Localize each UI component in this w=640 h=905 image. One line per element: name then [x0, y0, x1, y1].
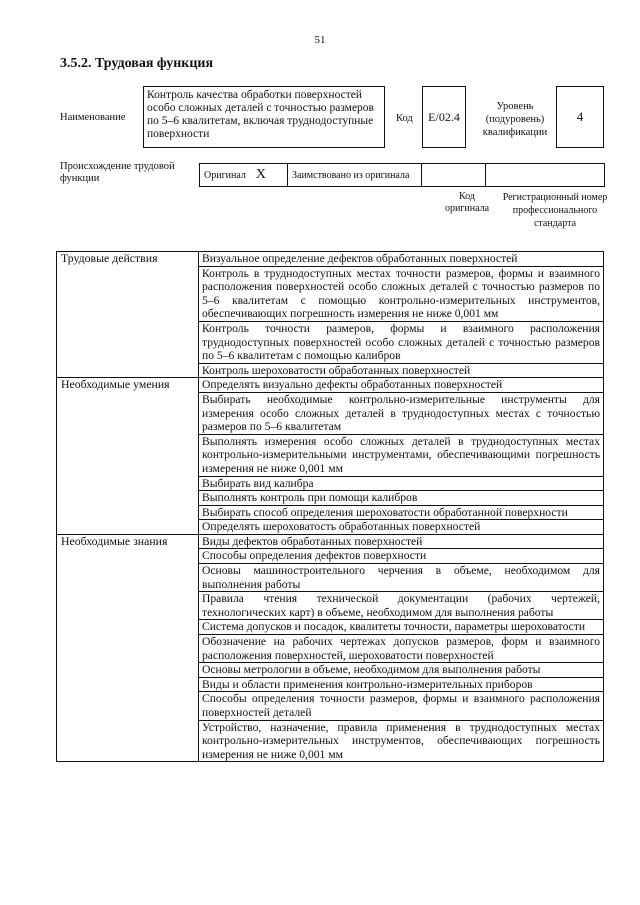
table-row [57, 252, 604, 267]
section-item: Определять шероховатость обработанных поверхностей [199, 520, 604, 535]
section-item: Выполнять контроль при помощи калибров [199, 491, 604, 506]
reg-number-label: Регистрационный номер профессионального стандарта [502, 192, 608, 229]
original-label: Оригинал [204, 169, 246, 181]
section-item: Визуальное определение дефектов обработанных поверхностей [199, 252, 604, 267]
origin-original-cell [200, 164, 288, 186]
section-item: Виды и области применения контрольно-измерительных приборов [199, 677, 604, 692]
level-value: 4 [556, 86, 604, 148]
section-category: Необходимые знания [57, 534, 199, 762]
code-label: Код [396, 113, 413, 124]
section-item: Основы метрологии в объеме, необходимом для выполнения работы [199, 663, 604, 678]
origin-row [199, 163, 605, 187]
code-original-label: Код оригинала [444, 191, 490, 214]
page-number: 51 [314, 34, 326, 46]
section-item: Обозначение на рабочих чертежах допусков размеров, форм и взаимного расположения поверхностей, шероховатости поверхностей [199, 635, 604, 663]
section-item: Выбирать вид калибра [199, 476, 604, 491]
borrowed-label: Заимствовано из оригинала [292, 169, 410, 181]
name-label: Наименование [60, 112, 126, 123]
section-item: Система допусков и посадок, квалитеты точности, параметры шероховатости [199, 620, 604, 635]
section-item: Способы определения точности размеров, формы и взаимного расположения поверхностей деталей [199, 692, 604, 720]
section-item: Выбирать способ определения шероховатости обработанной поверхности [199, 505, 604, 520]
section-item: Выполнять измерения особо сложных деталей в труднодоступных местах контрольно-измерительными инструментами, обеспечивающими погрешность измерения не ниже 0,001 мм [199, 434, 604, 476]
origin-label: Происхождение трудовой функции [60, 161, 175, 184]
section-item: Способы определения дефектов поверхности [199, 549, 604, 564]
level-label: Уровень (подуровень) квалификации [482, 101, 548, 138]
section-item: Виды дефектов обработанных поверхностей [199, 534, 604, 549]
section-item: Выбирать необходимые контрольно-измерительные инструменты для измерения особо сложных деталей в труднодоступных местах с точностью размеров по 5–6 квалитетам [199, 392, 604, 434]
section-category: Трудовые действия [57, 252, 199, 378]
origin-code-cell [422, 164, 486, 186]
original-mark: X [255, 167, 267, 182]
section-item: Контроль точности размеров, формы и взаимного расположения труднодоступных поверхностей особо сложных деталей с точностью размеров по 5–6 квалитетам с помощью калибров [199, 321, 604, 363]
name-value: Контроль качества обработки поверхностей особо сложных деталей с точностью размеров по 5–6 квалитетам, включая труднодоступные поверхности [143, 86, 385, 148]
section-title: 3.5.2. Трудовая функция [60, 56, 214, 71]
table-row [57, 534, 604, 549]
function-table [56, 251, 604, 762]
section-item: Определять визуально дефекты обработанных поверхностей [199, 378, 604, 393]
table-row [57, 378, 604, 393]
section-category: Необходимые умения [57, 378, 199, 535]
section-item: Устройство, назначение, правила применения в труднодоступных местах контрольно-измерительных инструментов, обеспечивающих погрешность измерения не ниже 0,001 мм [199, 720, 604, 762]
origin-borrowed-cell [288, 164, 422, 186]
section-item: Правила чтения технической документации (рабочих чертежей, технологических карт) в объеме, необходимом для выполнения работы [199, 592, 604, 620]
section-item: Основы машиностроительного черчения в объеме, необходимом для выполнения работы [199, 564, 604, 592]
section-item: Контроль в труднодоступных местах точности размеров, формы и взаимного расположения поверхностей особо сложных деталей с точностью размеров по 5–6 квалитетам с помощью контрольно-измерительных инструментов, обеспечивающих погрешность измерения не ниже 0,001 мм [199, 266, 604, 321]
code-value: E/02.4 [422, 86, 466, 148]
section-item: Контроль шероховатости обработанных поверхностей [199, 363, 604, 378]
origin-reg-cell [486, 164, 604, 186]
